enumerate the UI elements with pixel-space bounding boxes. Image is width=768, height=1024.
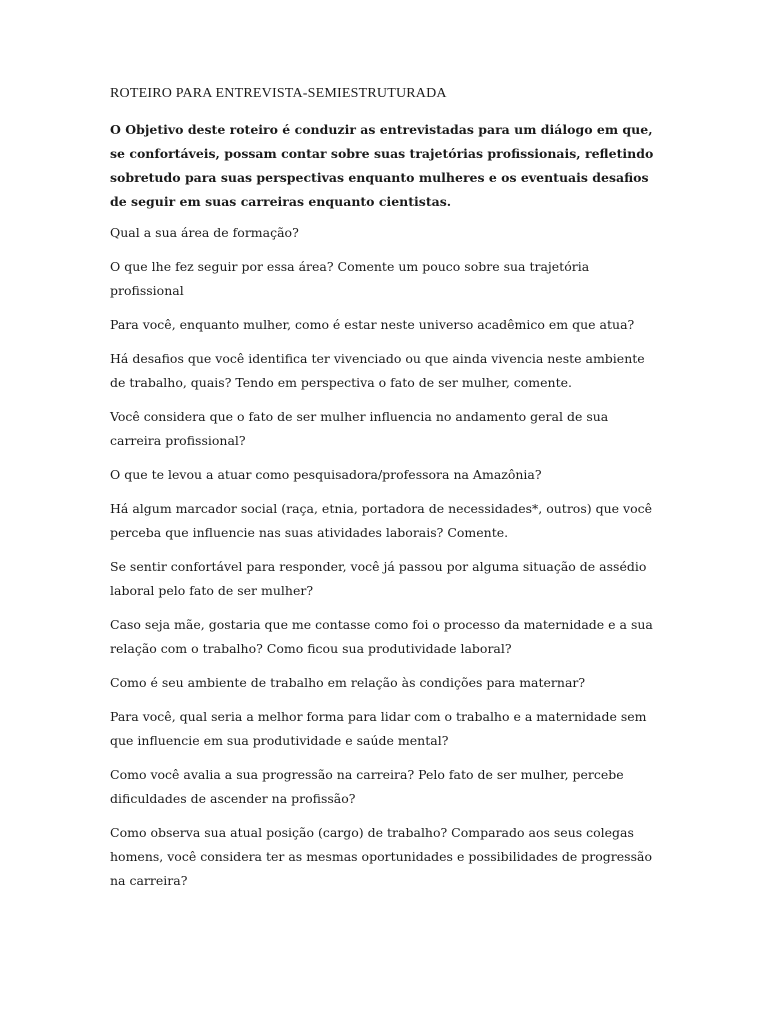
question-9: Caso seja mãe, gostaria que me contasse como foi o processo da maternidade e a sua relação com o trabalho? Como ficou sua produtividade laboral? [110, 617, 653, 656]
question-8: Se sentir confortável para responder, você já passou por alguma situação de assédio laboral pelo fato de ser mulher? [110, 559, 647, 598]
question-6: O que te levou a atuar como pesquisadora/professora na Amazônia? [110, 467, 542, 482]
question-3: Para você, enquanto mulher, como é estar neste universo acadêmico em que atua? [110, 317, 635, 332]
question-2: O que lhe fez seguir por essa área? Comente um pouco sobre sua trajetória profissional [110, 259, 590, 298]
question-11: Para você, qual seria a melhor forma para lidar com o trabalho e a maternidade sem que influencie em sua produtividade e saúde mental? [110, 709, 647, 748]
document-title: ROTEIRO PARA ENTREVISTA-SEMIESTRUTURADA [110, 86, 447, 101]
question-5: Você considera que o fato de ser mulher influencia no andamento geral de sua carreira profissional? [110, 409, 609, 448]
intro-paragraph: O Objetivo deste roteiro é conduzir as entrevistadas para um diálogo em que, se confortáveis, possam contar sobre suas trajetórias profissionais, refletindo sobretudo para suas perspectivas enquanto mulheres e os eventuais desafios de seguir em suas carreiras enquanto cientistas. [110, 122, 654, 209]
question-1: Qual a sua área de formação? [110, 225, 299, 240]
question-12: Como você avalia a sua progressão na carreira? Pelo fato de ser mulher, percebe dificuldades de ascender na profissão? [110, 767, 624, 806]
document-page [110, 84, 658, 903]
question-7: Há algum marcador social (raça, etnia, portadora de necessidades*, outros) que você perceba que influencie nas suas atividades laborais? Comente. [110, 501, 652, 540]
question-13: Como observa sua atual posição (cargo) de trabalho? Comparado aos seus colegas homens, você considera ter as mesmas oportunidades e possibilidades de progressão na carreira? [110, 825, 652, 888]
question-4: Há desafios que você identifica ter vivenciado ou que ainda vivencia neste ambiente de trabalho, quais? Tendo em perspectiva o fato de ser mulher, comente. [110, 351, 645, 390]
question-10: Como é seu ambiente de trabalho em relação às condições para maternar? [110, 675, 586, 690]
